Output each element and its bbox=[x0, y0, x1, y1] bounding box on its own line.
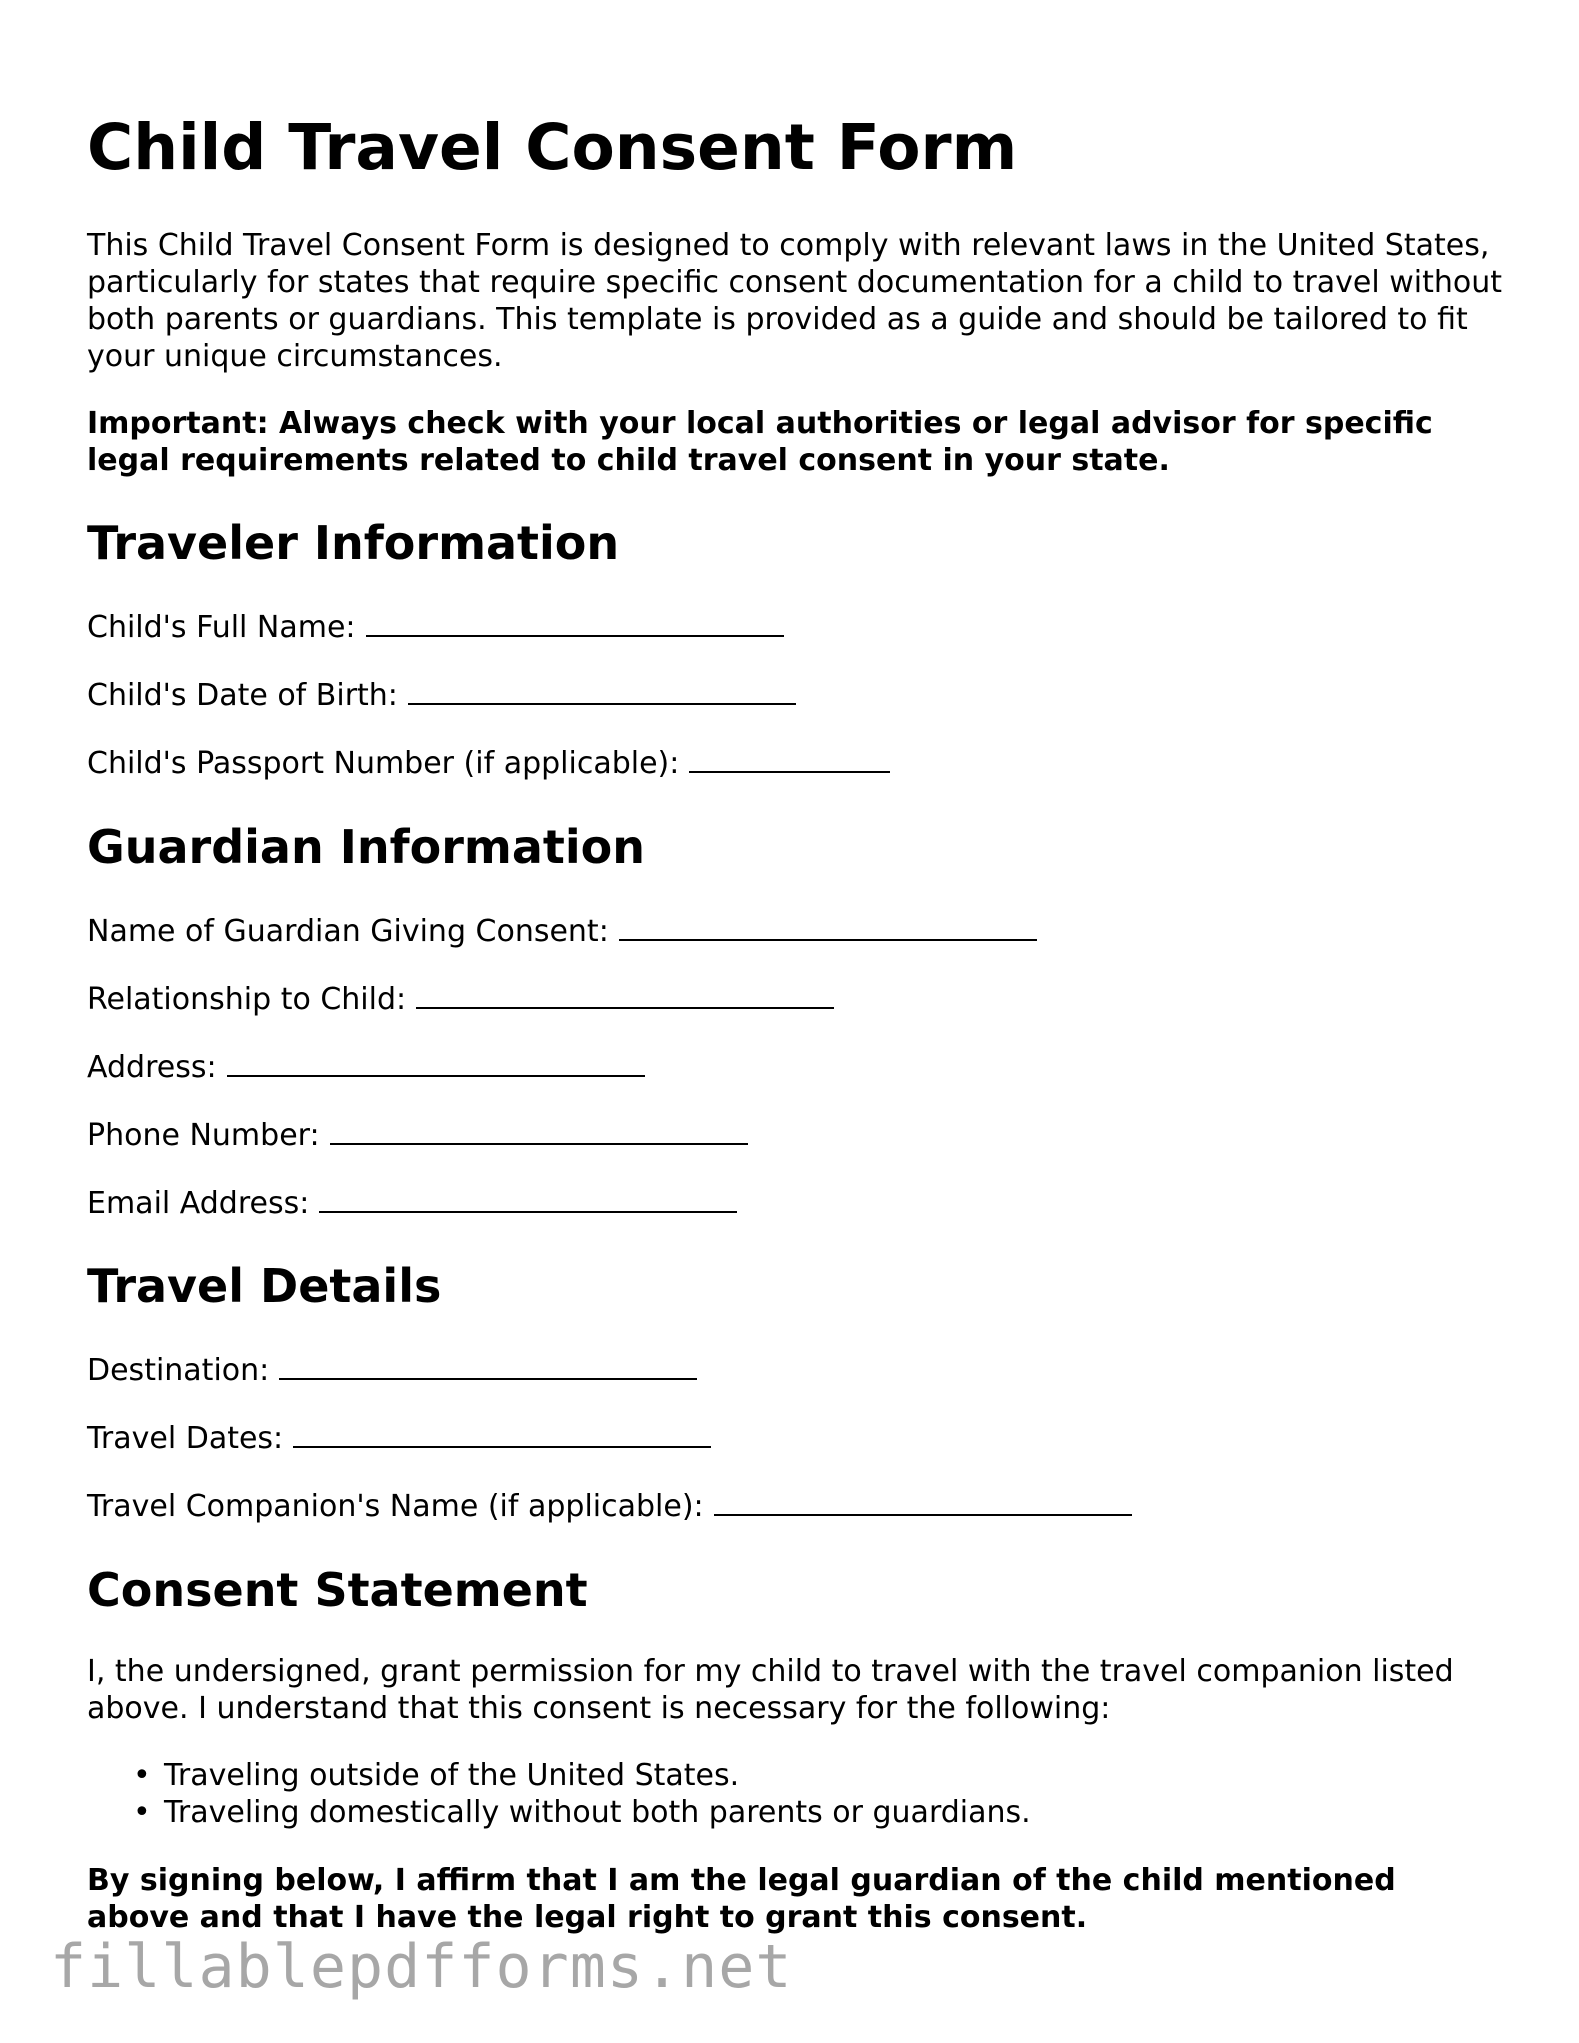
relationship-blank[interactable] bbox=[416, 985, 834, 1009]
travel-dates-label: Travel Dates: bbox=[87, 1421, 284, 1456]
child-dob-label: Child's Date of Birth: bbox=[87, 678, 398, 713]
destination-blank[interactable] bbox=[279, 1356, 697, 1380]
list-item bbox=[87, 1757, 1031, 1794]
email-blank[interactable] bbox=[319, 1189, 737, 1213]
consent-list bbox=[87, 1757, 1031, 1831]
list-item-text: Traveling outside of the United States. bbox=[164, 1758, 740, 1793]
relationship-field bbox=[87, 981, 834, 1018]
page-title: Child Travel Consent Form bbox=[87, 111, 1018, 184]
intro-paragraph: This Child Travel Consent Form is designed to comply with relevant laws in the United States, particularly for states that require specific consent documentation for a child to travel without both parents or guardians. This template is provided as a guide and should be tailored to fit your unique circumstances. bbox=[87, 228, 1502, 374]
bullet-icon: • bbox=[133, 1758, 151, 1793]
child-full-name-field bbox=[87, 609, 784, 646]
guardian-name-label: Name of Guardian Giving Consent: bbox=[87, 914, 609, 949]
destination-field bbox=[87, 1352, 697, 1389]
phone-blank[interactable] bbox=[330, 1121, 748, 1145]
child-passport-label: Child's Passport Number (if applicable): bbox=[87, 746, 680, 781]
consent-statement: I, the undersigned, grant permission for my child to travel with the travel companion listed above. I understand that this consent is necessary for the following: bbox=[87, 1654, 1454, 1726]
phone-field bbox=[87, 1117, 748, 1154]
travel-dates-blank[interactable] bbox=[293, 1424, 711, 1448]
guardian-name-blank[interactable] bbox=[619, 917, 1037, 941]
email-field bbox=[87, 1185, 737, 1222]
affirmation-statement: By signing below, I affirm that I am the legal guardian of the child mentioned above and that I have the legal right to grant this consent. bbox=[87, 1863, 1396, 1935]
address-blank[interactable] bbox=[227, 1053, 645, 1077]
guardian-name-field bbox=[87, 913, 1037, 950]
companion-blank[interactable] bbox=[714, 1492, 1132, 1516]
child-passport-field bbox=[87, 745, 890, 782]
companion-field bbox=[87, 1488, 1132, 1525]
child-dob-field bbox=[87, 677, 796, 714]
child-full-name-label: Child's Full Name: bbox=[87, 610, 356, 645]
phone-label: Phone Number: bbox=[87, 1118, 320, 1153]
traveler-heading: Traveler Information bbox=[87, 516, 620, 570]
relationship-label: Relationship to Child: bbox=[87, 982, 407, 1017]
address-field bbox=[87, 1049, 645, 1086]
child-passport-blank[interactable] bbox=[689, 749, 890, 773]
companion-label: Travel Companion's Name (if applicable): bbox=[87, 1489, 704, 1524]
child-full-name-blank[interactable] bbox=[366, 613, 784, 637]
child-dob-blank[interactable] bbox=[408, 681, 796, 705]
bullet-icon: • bbox=[133, 1795, 151, 1830]
list-item-text: Traveling domestically without both parents or guardians. bbox=[164, 1795, 1031, 1830]
important-note: Important: Always check with your local authorities or legal advisor for specific legal requirements related to child travel consent in your state. bbox=[87, 406, 1433, 478]
consent-heading: Consent Statement bbox=[87, 1563, 588, 1617]
guardian-heading: Guardian Information bbox=[87, 820, 645, 874]
address-label: Address: bbox=[87, 1050, 217, 1085]
destination-label: Destination: bbox=[87, 1353, 270, 1388]
email-label: Email Address: bbox=[87, 1186, 310, 1221]
list-item bbox=[87, 1794, 1031, 1831]
travel-heading: Travel Details bbox=[87, 1259, 442, 1313]
watermark: fillablepdfforms.net bbox=[50, 1932, 793, 2002]
travel-dates-field bbox=[87, 1420, 711, 1457]
